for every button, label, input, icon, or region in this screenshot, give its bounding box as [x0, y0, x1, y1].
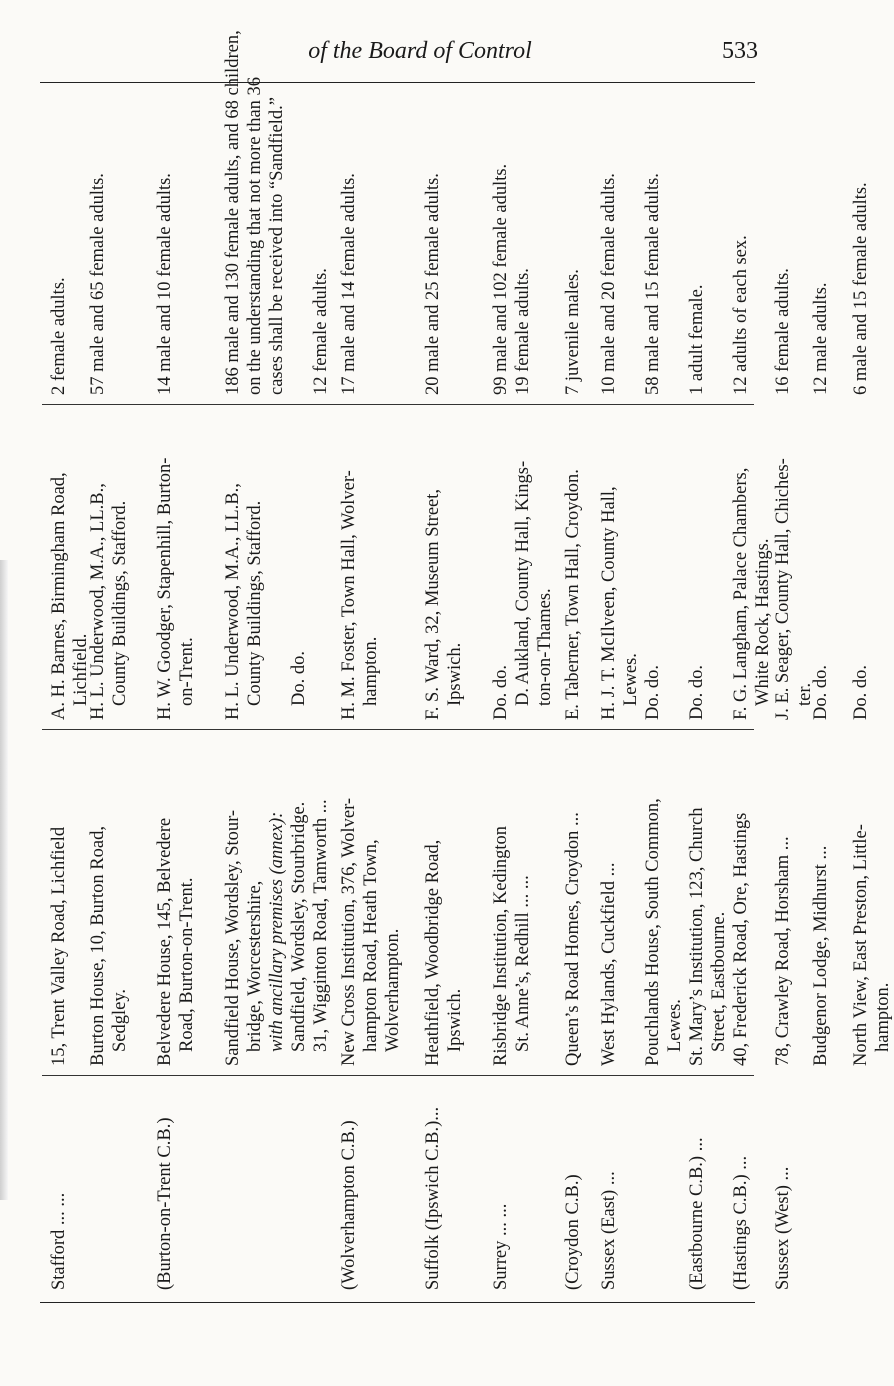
accommodation-cell [154, 95, 176, 395]
accommodation-cell [686, 95, 708, 395]
accommodation-cell-line: 57 male and 65 female adults. [88, 173, 108, 395]
officer-cell [686, 420, 708, 720]
accommodation-cell-line: cases shall be received into “Sandfield.” [267, 97, 287, 395]
officer-cell [642, 420, 664, 720]
county-cell: Surrey ... ... [491, 1203, 511, 1290]
column-divider [42, 729, 754, 730]
accommodation-cell [562, 95, 584, 395]
top-rule [40, 82, 755, 83]
officer-cell-line: H. L. Underwood, M.A., LL.B., [88, 483, 108, 720]
officer-cell-line: Ipswich. [445, 642, 465, 706]
officer-cell-line: J. E. Seager, County Hall, Chiches- [773, 458, 793, 720]
institution-cell-line: Heathfield, Woodbridge Road, [423, 839, 443, 1066]
bottom-rule [40, 1302, 755, 1303]
accommodation-cell-line [288, 95, 310, 395]
institution-cell-line: West Hylands, Cuckfield ... [599, 862, 619, 1066]
accommodation-cell [642, 95, 664, 395]
institution-cell-line: Burton House, 10, Burton Road, [88, 826, 108, 1066]
accommodation-cell [222, 30, 332, 395]
institution-cell-line: Ipswich. [445, 988, 465, 1052]
accommodation-cell [48, 95, 70, 395]
institution-cell-line: North View, East Preston, Little- [851, 824, 871, 1066]
accommodation-cell-line: 7 juvenile males. [563, 269, 583, 395]
institution-cell [598, 744, 620, 1066]
institution-cell-line: Risbridge Institution, Kedington [491, 826, 511, 1066]
institution-cell-line: 15, Trent Valley Road, Lichfield [49, 826, 69, 1066]
institution-cell [562, 744, 584, 1066]
accommodation-cell-line: 1 adult female. [687, 284, 707, 395]
institution-cell [730, 744, 752, 1066]
officer-cell-line: Lichfield. [71, 633, 91, 706]
accommodation-cell-line: 19 female adults. [513, 268, 533, 395]
accommodation-cell-line: 16 female adults. [773, 268, 793, 395]
accommodation-cell-line: 186 male and 130 female adults, and 68 children, [223, 30, 243, 395]
officer-cell [730, 420, 774, 720]
institution-cell [810, 744, 832, 1066]
institution-cell [154, 744, 198, 1066]
institution-cell-line: New Cross Institution, 376, Wolver- [339, 797, 359, 1066]
accommodation-cell-line: 2 female adults. [49, 277, 69, 395]
institution-cell-line: Road, Burton-on-Trent. [177, 877, 197, 1052]
officer-cell-line: D. Aukland, County Hall, Kings- [513, 460, 533, 706]
officer-cell [48, 420, 92, 720]
officer-cell-line: H. J. T. McIlveen, County Hall, [599, 486, 619, 720]
county-cell: (Eastbourne C.B.) ... [687, 1137, 707, 1290]
accommodation-cell-line: on the understanding that not more than 36 [245, 76, 265, 395]
officer-cell [422, 420, 466, 720]
officer-cell-line: White Rock, Hastings. [753, 538, 773, 706]
institution-cell-line: 78, Crawley Road, Horsham ... [773, 836, 793, 1066]
officer-cell-line: A. H. Barnes, Birmingham Road, [49, 472, 69, 720]
officer-cell-line: E. Taberner, Town Hall, Croydon. [563, 469, 583, 720]
institution-cell [422, 744, 466, 1066]
institution-cell-line: Lewes. [665, 999, 685, 1052]
page-header [0, 0, 800, 80]
county-cell: (Wolverhampton C.B.) [339, 1120, 359, 1290]
institution-cell [48, 744, 70, 1066]
page-edge-shadow [0, 560, 8, 1200]
officer-cell [222, 420, 310, 720]
accommodation-cell [598, 95, 620, 395]
accommodation-cell-line: 17 male and 14 female adults. [339, 173, 359, 395]
officer-cell [598, 420, 642, 720]
accommodation-cell-line: 14 male and 10 female adults. [155, 173, 175, 395]
institution-cell-line: Street, Eastbourne. [709, 911, 729, 1052]
accommodation-cell [87, 95, 109, 395]
institution-cell [850, 744, 894, 1066]
officer-cell-line: H. L. Underwood, M.A., LL.B., [223, 483, 243, 720]
accommodation-cell-line: 10 male and 20 female adults. [599, 173, 619, 395]
accommodation-cell-line: 20 male and 25 female adults. [423, 173, 443, 395]
county-cell: Stafford ... ... [49, 1192, 69, 1290]
officer-cell-line: Do. do. [491, 665, 511, 720]
institution-cell-line: St. Mary’s Institution, 123, Church [687, 807, 707, 1066]
institution-cell-line: hampton. [873, 982, 893, 1052]
institution-cell-line: Sedgley. [110, 988, 130, 1052]
column-divider [42, 404, 754, 405]
officer-cell [850, 420, 872, 720]
institution-cell [338, 744, 404, 1066]
accommodation-cell-line: 99 male and 102 female adults. [491, 163, 511, 395]
officer-cell [562, 420, 584, 720]
county-cell: (Croydon C.B.) [563, 1174, 583, 1290]
institution-cell-line: bridge, Worcestershire, [245, 880, 265, 1052]
institution-cell-line: Wolverhampton. [383, 928, 403, 1052]
officer-cell-line: ter. [795, 682, 815, 706]
institution-cell-line: Sandfield House, Wordsley, Stour- [223, 809, 243, 1066]
institution-cell-line: 31, Wigginton Road, Tamworth ... [311, 799, 331, 1052]
institution-cell-line: Budgenor Lodge, Midhurst ... [811, 845, 831, 1066]
accommodation-cell-line: 6 male and 15 female adults. [851, 182, 871, 395]
institution-cell-line: Belvedere House, 145, Belvedere [155, 817, 175, 1066]
institution-cell [642, 744, 686, 1066]
officer-cell-line: Do. do. [851, 665, 871, 720]
accommodation-cell [850, 95, 872, 395]
institution-cell [87, 744, 131, 1066]
officer-cell-line: on-Trent. [177, 637, 197, 706]
institution-cell-line: Sandfield, Wordsley, Stourbridge. [289, 801, 309, 1052]
officer-cell-line: ton-on-Thames. [535, 588, 555, 706]
officer-cell-line: F. S. Ward, 32, Museum Street, [423, 488, 443, 720]
institution-cell [490, 744, 534, 1066]
county-cell: Sussex (East) ... [599, 1171, 619, 1290]
accommodation-cell [422, 95, 444, 395]
institution-cell [686, 744, 730, 1066]
officer-cell-line: Do. do. [687, 665, 707, 720]
accommodation-cell [490, 95, 534, 395]
officer-cell-line: Do. do. [811, 665, 831, 720]
institution-cell [222, 744, 332, 1066]
accommodation-cell [810, 95, 832, 395]
county-cell: (Hastings C.B.) ... [731, 1155, 751, 1290]
institution-cell-line: with ancillary premises (annex): [267, 811, 287, 1052]
officer-cell-line: County Buildings, Stafford. [245, 500, 265, 706]
officer-cell-line: Do. do. [643, 665, 663, 720]
county-cell: Suffolk (Ipswich C.B.)... [423, 1106, 443, 1290]
accommodation-cell-line: 12 adults of each sex. [731, 235, 751, 395]
officer-cell-line: H. W. Goodger, Stapenhill, Burton- [155, 457, 175, 720]
officer-cell [490, 420, 556, 720]
column-divider [42, 1075, 754, 1076]
officer-cell-line: County Buildings, Stafford. [110, 500, 130, 706]
officer-cell [154, 420, 198, 720]
officer-cell [87, 420, 131, 720]
institution-cell-line: 40, Frederick Road, Ore, Hastings [731, 812, 751, 1066]
officer-cell [338, 420, 382, 720]
page-title: of the Board of Control [308, 38, 532, 64]
institution-cell [772, 744, 794, 1066]
accommodation-cell [730, 95, 752, 395]
county-cell: (Burton-on-Trent C.B.) [155, 1117, 175, 1290]
county-cell: Sussex (West) ... [773, 1166, 793, 1290]
page-number: 533 [722, 38, 758, 64]
officer-cell-line: hampton. [361, 636, 381, 706]
accommodation-cell-line: 12 female adults. [311, 268, 331, 395]
institution-cell-line: hampton Road, Heath Town, [361, 839, 381, 1052]
institution-cell-line: St. Anne’s, Redhill ... ... [513, 875, 533, 1052]
accommodation-cell-line: 12 male adults. [811, 282, 831, 395]
officer-cell-line: Lewes. [621, 653, 641, 706]
accommodation-cell [338, 95, 360, 395]
officer-cell-line: H. M. Foster, Town Hall, Wolver- [339, 470, 359, 720]
accommodation-cell-line: 58 male and 15 female adults. [643, 173, 663, 395]
officer-cell-line: F. G. Langham, Palace Chambers, [731, 467, 751, 720]
institution-cell-line: Pouchlands House, South Common, [643, 798, 663, 1066]
officer-cell-line: Do. do. [289, 651, 309, 706]
officer-cell [810, 420, 832, 720]
officer-cell-line [266, 420, 288, 720]
accommodation-cell [772, 95, 794, 395]
institution-cell-line: Queen’s Road Homes, Croydon ... [563, 812, 583, 1066]
